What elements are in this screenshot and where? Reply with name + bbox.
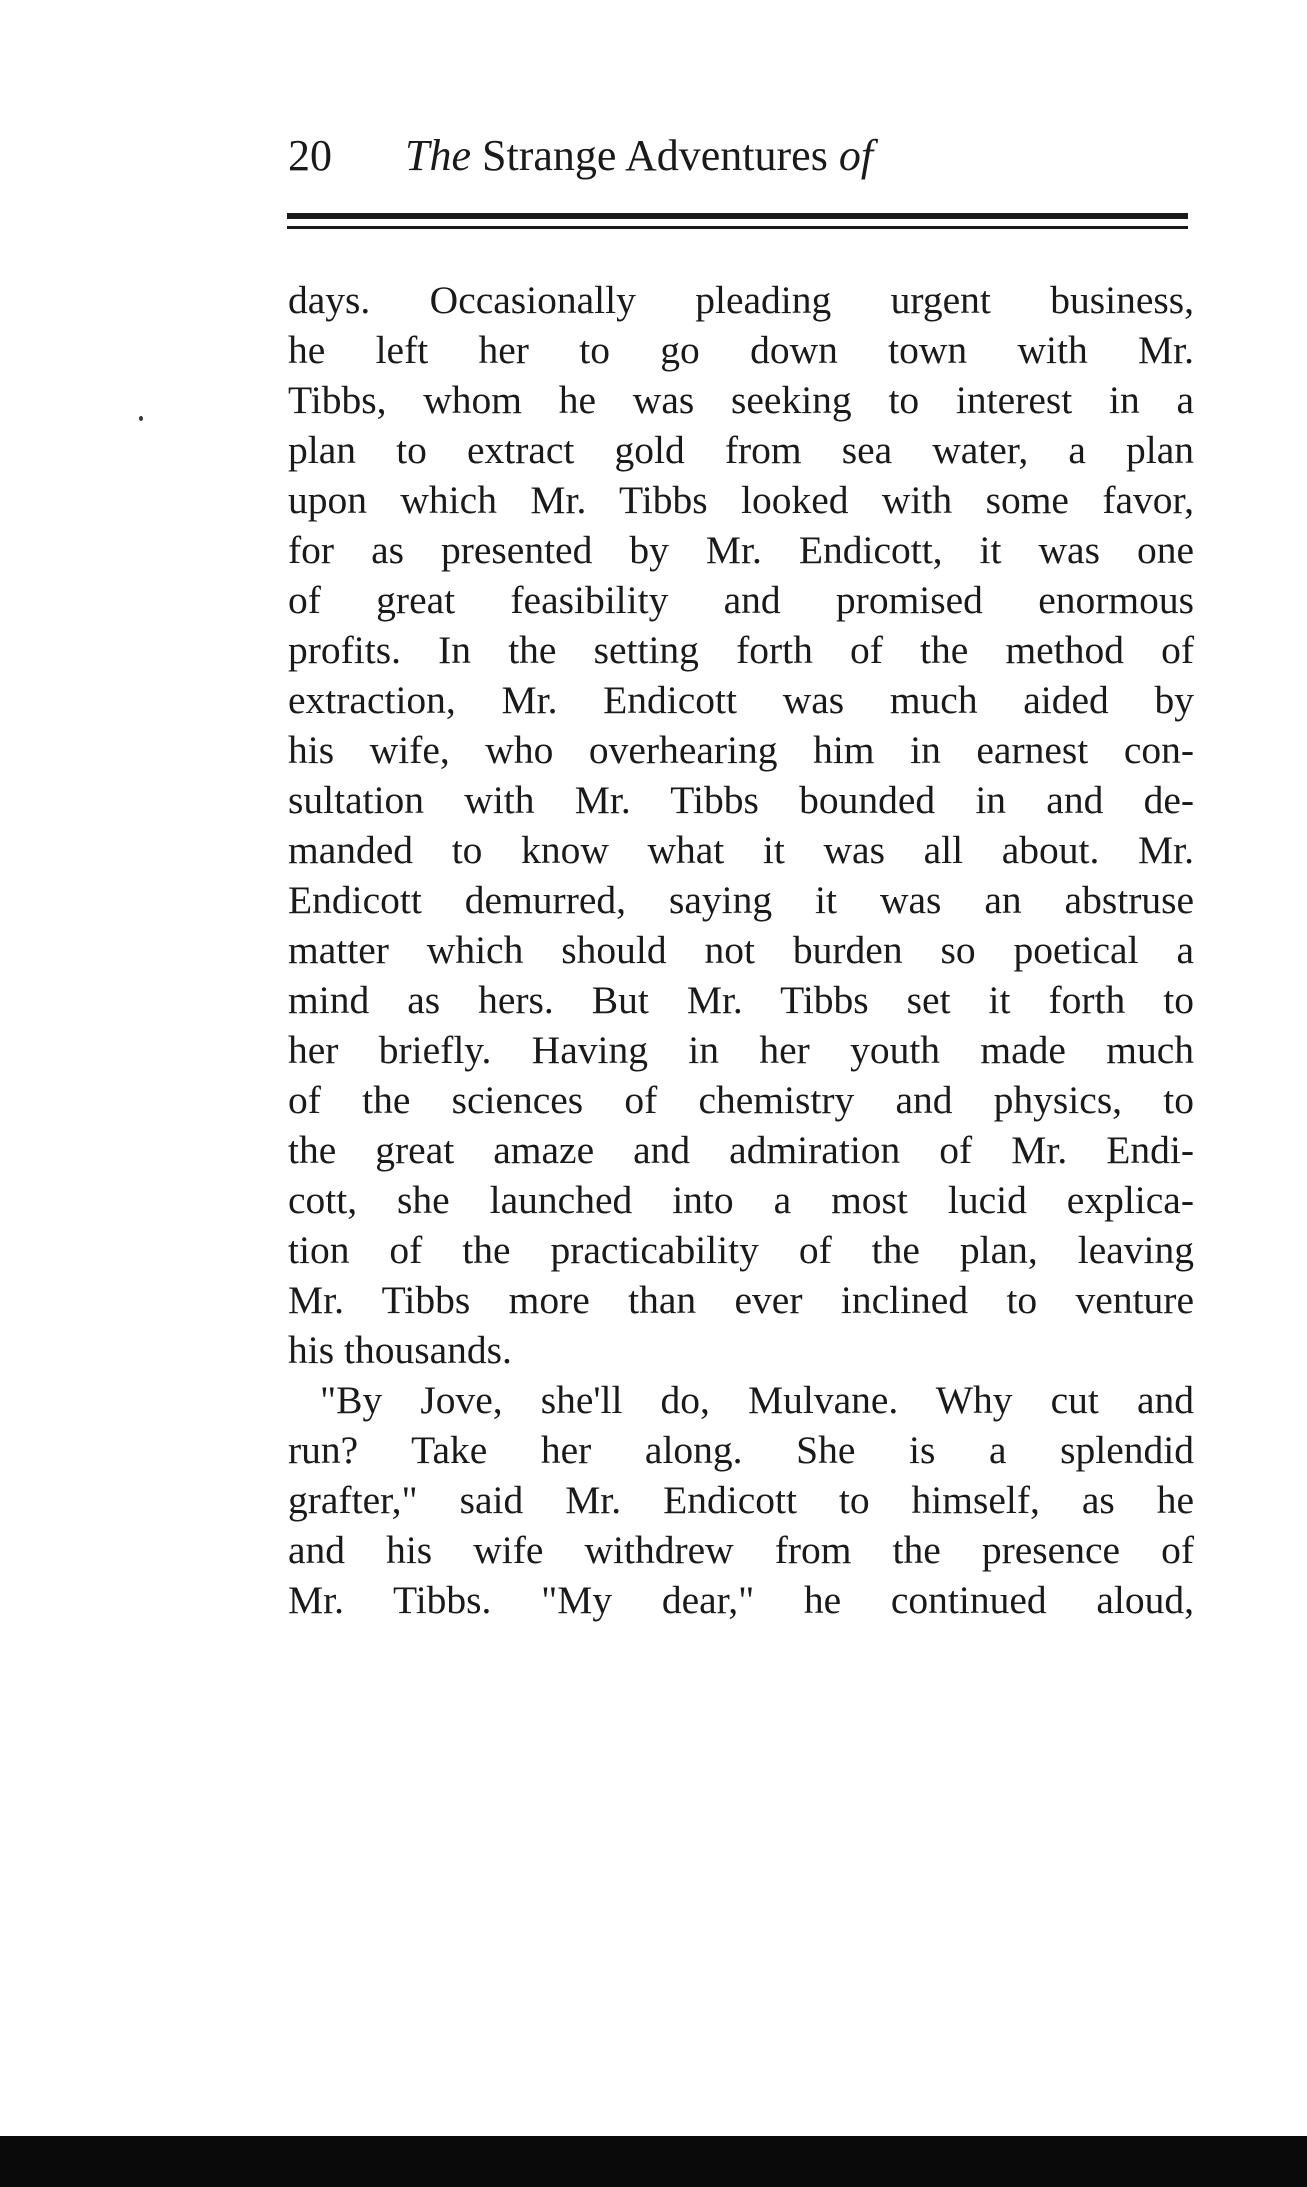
text-line: Mr. Tibbs. "My dear," he continued aloud, [288, 1578, 1194, 1622]
title-word-the: The [405, 131, 471, 180]
text-line: days. Occasionally pleading urgent business, [288, 278, 1194, 322]
text-line: extraction, Mr. Endicott was much aided by [288, 678, 1194, 722]
text-line: manded to know what it was all about. Mr. [288, 828, 1194, 872]
text-line: sultation with Mr. Tibbs bounded in and de- [288, 778, 1194, 822]
text-line: tion of the practicability of the plan, leaving [288, 1228, 1194, 1272]
text-line: Tibbs, whom he was seeking to interest in a [288, 378, 1194, 422]
text-line: of great feasibility and promised enormous [288, 578, 1194, 622]
text-line: matter which should not burden so poetical a [288, 928, 1194, 972]
text-line: and his wife withdrew from the presence of [288, 1528, 1194, 1572]
title-main: Strange Adventures [482, 131, 828, 180]
page-number: 20 [288, 131, 332, 180]
text-line: her briefly. Having in her youth made much [288, 1028, 1194, 1072]
scan-bottom-edge [0, 2136, 1307, 2187]
header-rule-thin [287, 226, 1188, 229]
text-line: his thousands. [288, 1328, 512, 1372]
title-word-of: of [838, 131, 874, 180]
text-line: Mr. Tibbs more than ever inclined to venture [288, 1278, 1194, 1322]
running-head [288, 128, 1188, 184]
text-line: for as presented by Mr. Endicott, it was one [288, 528, 1194, 572]
text-line: run? Take her along. She is a splendid [288, 1428, 1194, 1472]
text-line: upon which Mr. Tibbs looked with some favor, [288, 478, 1194, 522]
text-line: the great amaze and admiration of Mr. Endi- [288, 1128, 1194, 1172]
margin-speck [139, 416, 143, 421]
text-line: mind as hers. But Mr. Tibbs set it forth to [288, 978, 1194, 1022]
text-line: cott, she launched into a most lucid explica- [288, 1178, 1194, 1222]
text-line: of the sciences of chemistry and physics, to [288, 1078, 1194, 1122]
text-line: grafter," said Mr. Endicott to himself, as he [288, 1478, 1194, 1522]
body-text [288, 275, 1194, 1625]
text-line: his wife, who overhearing him in earnest con- [288, 728, 1194, 772]
text-line: he left her to go down town with Mr. [288, 328, 1194, 372]
text-line: "By Jove, she'll do, Mulvane. Why cut and [320, 1378, 1194, 1422]
text-line: Endicott demurred, saying it was an abstruse [288, 878, 1194, 922]
header-rule-thick [287, 213, 1188, 219]
text-line: profits. In the setting forth of the method of [288, 628, 1194, 672]
text-line: plan to extract gold from sea water, a plan [288, 428, 1194, 472]
